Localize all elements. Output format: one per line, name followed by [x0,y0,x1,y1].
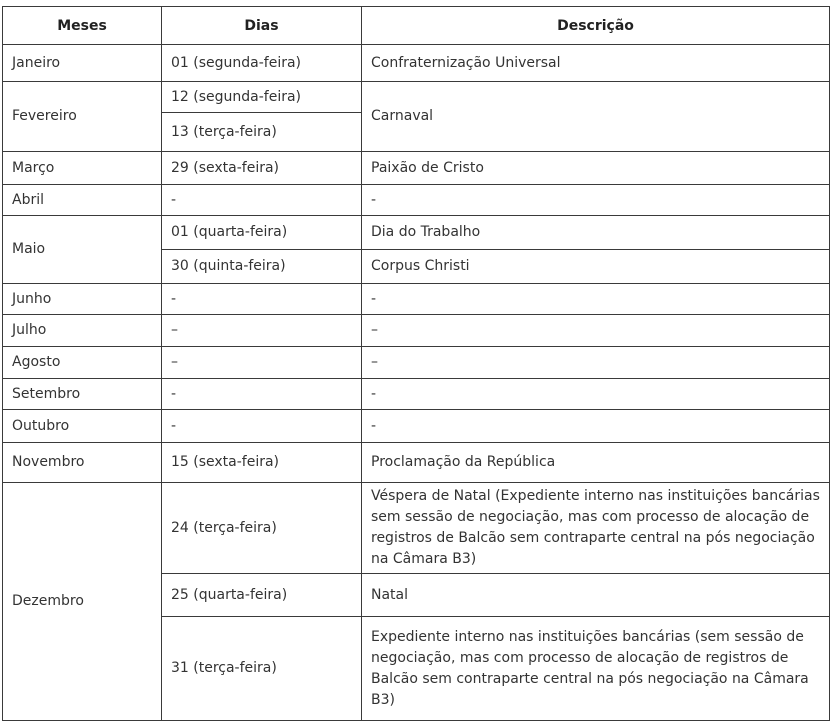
table-row [3,347,830,379]
description-cell: Véspera de Natal (Expediente interno nas instituições bancárias sem sessão de negociação, mas com processo de alocação de registros de Balcão sem contraparte central na pós negociação na Câmara B3) [362,483,830,574]
description-cell: - [362,185,830,216]
month-cell: Maio [3,216,162,284]
description-cell: - [362,410,830,443]
day-cell: 25 (quarta-feira) [162,574,362,617]
description-cell: – [362,347,830,379]
description-cell: Paixão de Cristo [362,152,830,185]
month-cell: Julho [3,315,162,347]
day-cell: 29 (sexta-feira) [162,152,362,185]
table-row [3,410,830,443]
table-row [3,185,830,216]
day-cell: - [162,410,362,443]
month-cell: Dezembro [3,483,162,721]
day-cell: - [162,284,362,315]
table-row [3,379,830,410]
day-cell: 12 (segunda-feira) [162,82,362,113]
month-cell: Abril [3,185,162,216]
day-cell: 30 (quinta-feira) [162,250,362,284]
description-cell: Carnaval [362,82,830,152]
description-cell: Confraternização Universal [362,45,830,82]
table-row [3,284,830,315]
day-cell: – [162,347,362,379]
day-cell: - [162,185,362,216]
day-cell: 01 (quarta-feira) [162,216,362,250]
month-cell: Março [3,152,162,185]
day-cell: 31 (terça-feira) [162,617,362,721]
description-cell: Dia do Trabalho [362,216,830,250]
month-cell: Agosto [3,347,162,379]
table-row [3,82,830,113]
table-header-row [3,7,830,45]
table-row [3,45,830,82]
month-cell: Setembro [3,379,162,410]
month-cell: Novembro [3,443,162,483]
table-row [3,315,830,347]
month-cell: Outubro [3,410,162,443]
header-descricao: Descrição [362,7,830,45]
holiday-table [2,6,830,721]
description-cell: – [362,315,830,347]
description-cell: Expediente interno nas instituições bancárias (sem sessão de negociação, mas com processo de alocação de registros de Balcão sem contraparte central na pós negociação na Câmara B3) [362,617,830,721]
day-cell: 15 (sexta-feira) [162,443,362,483]
description-cell: Natal [362,574,830,617]
table-row [3,152,830,185]
description-cell: - [362,379,830,410]
month-cell: Fevereiro [3,82,162,152]
day-cell: 13 (terça-feira) [162,113,362,152]
description-cell: Corpus Christi [362,250,830,284]
day-cell: 24 (terça-feira) [162,483,362,574]
month-cell: Janeiro [3,45,162,82]
table-row [3,216,830,250]
day-cell: – [162,315,362,347]
table-row [3,483,830,574]
description-cell: - [362,284,830,315]
table-row [3,443,830,483]
month-cell: Junho [3,284,162,315]
day-cell: - [162,379,362,410]
description-cell: Proclamação da República [362,443,830,483]
day-cell: 01 (segunda-feira) [162,45,362,82]
header-dias: Dias [162,7,362,45]
header-meses: Meses [3,7,162,45]
